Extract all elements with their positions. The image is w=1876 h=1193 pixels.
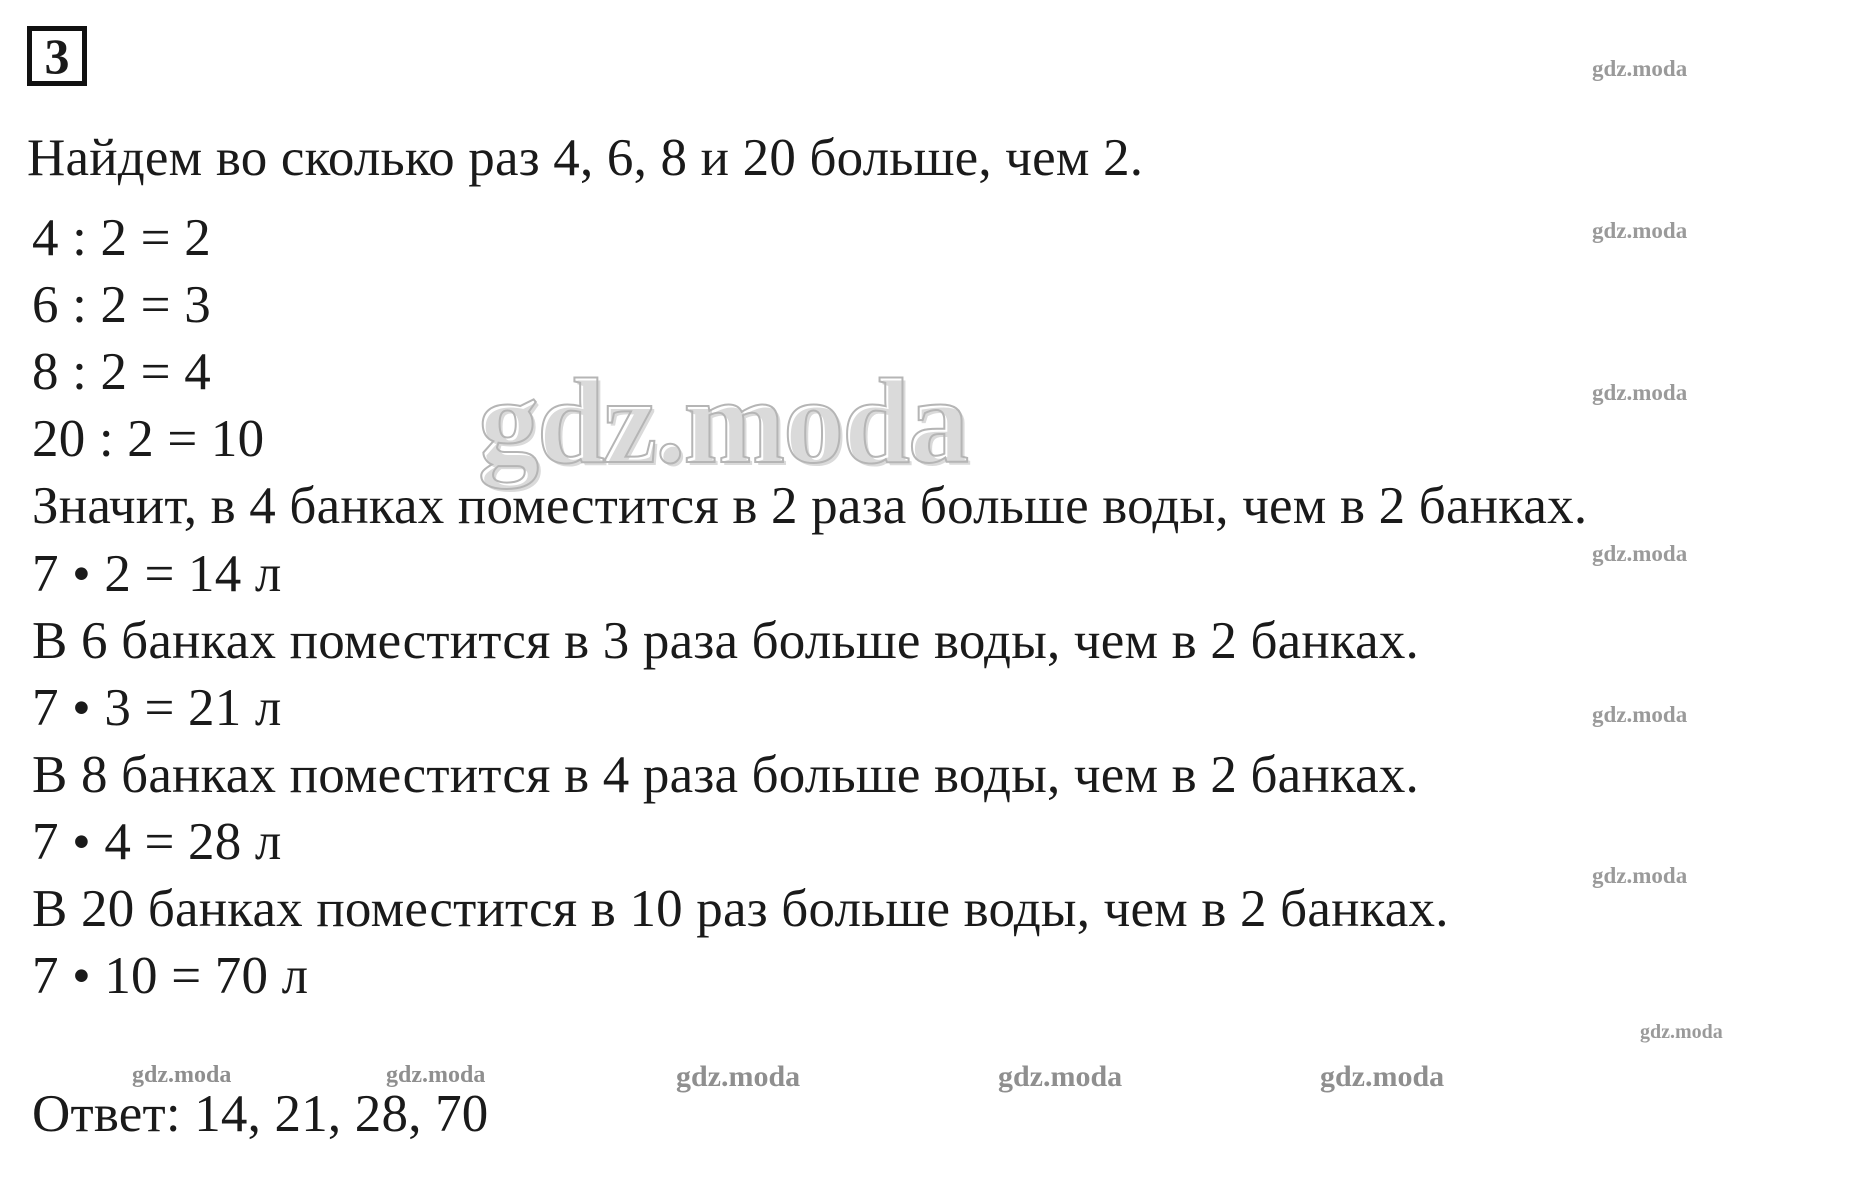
watermark-large: gdz.moda xyxy=(478,354,967,489)
explanation-line: Значит, в 4 банках поместится в 2 раза больше воды, чем в 2 банках. xyxy=(32,477,1588,535)
equation-line: 7 • 2 = 14 л xyxy=(32,545,282,603)
equation-line: 7 • 10 = 70 л xyxy=(32,947,309,1005)
answer-line: Ответ: 14, 21, 28, 70 xyxy=(32,1085,489,1143)
watermark-small: gdz.moda xyxy=(1592,218,1688,243)
equation-line: 6 : 2 = 3 xyxy=(32,276,211,334)
watermark-bottom: gdz.moda xyxy=(676,1060,801,1093)
equation-line: 4 : 2 = 2 xyxy=(32,209,211,267)
explanation-line: В 20 банках поместится в 10 раз больше воды, чем в 2 банках. xyxy=(32,880,1449,938)
watermark-small: gdz.moda xyxy=(1592,702,1688,727)
watermark-bottom: gdz.moda xyxy=(998,1060,1123,1093)
equation-line: 7 • 4 = 28 л xyxy=(32,813,282,871)
watermark-bottom: gdz.moda xyxy=(386,1062,486,1088)
explanation-line: В 6 банках поместится в 3 раза больше воды, чем в 2 банках. xyxy=(32,612,1419,670)
watermark-small: gdz.moda xyxy=(1592,863,1688,888)
watermark-small: gdz.moda xyxy=(1592,56,1688,81)
watermark-small: gdz.moda xyxy=(1640,1021,1723,1043)
watermark-bottom: gdz.moda xyxy=(132,1062,232,1088)
watermark-small: gdz.moda xyxy=(1592,541,1688,566)
equation-line: 7 • 3 = 21 л xyxy=(32,679,282,737)
equation-line: 8 : 2 = 4 xyxy=(32,343,211,401)
watermark-bottom: gdz.moda xyxy=(1320,1060,1445,1093)
task-number-box xyxy=(27,26,87,86)
explanation-line: В 8 банках поместится в 4 раза больше воды, чем в 2 банках. xyxy=(32,746,1419,804)
task-number: 3 xyxy=(44,28,70,84)
watermark-small: gdz.moda xyxy=(1592,380,1688,405)
equation-line: 20 : 2 = 10 xyxy=(32,410,265,468)
solution-intro: Найдем во сколько раз 4, 6, 8 и 20 больше, чем 2. xyxy=(27,129,1144,187)
